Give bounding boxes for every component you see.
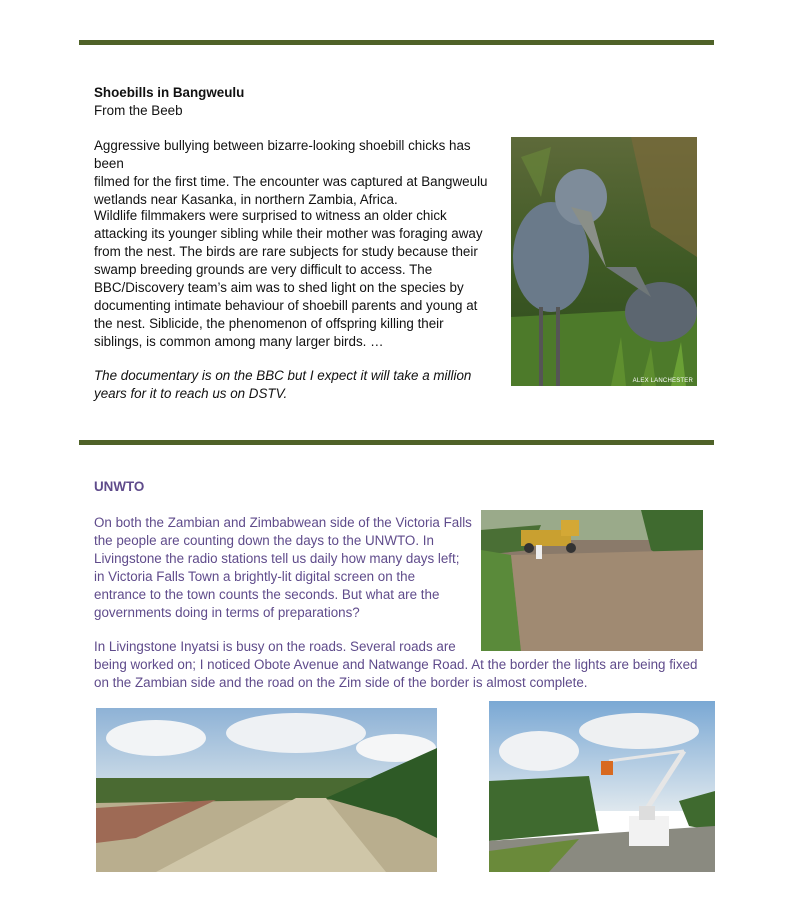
traffic-lights-repair-photo	[489, 701, 715, 872]
article-paragraph-2: Wildlife filmmakers were surprised to witness an older chick attacking its younger sibling while their mother was foraging away from the nest. The birds are rare subjects for study because their swamp breeding grounds are very difficult to access. The BBC/Discovery team’s aim was to shed light on the species by documenting intimate behaviour of shoebill parents and young at the nest. Siblicide, the phenomenon of offspring killing their siblings, is common among many larger birds. …	[94, 208, 483, 349]
section-divider-middle	[79, 440, 714, 445]
road-construction-photo	[481, 510, 703, 651]
article-source: From the Beeb	[94, 103, 183, 118]
new-road-photo	[96, 708, 437, 872]
article-note: The documentary is on the BBC but I expect it will take a million years for it to reach us on DSTV.	[94, 368, 472, 401]
article-title: Shoebills in Bangweulu	[94, 85, 245, 100]
unwto-paragraph-1: On both the Zambian and Zimbabwean side of the Victoria Falls the people are counting down the days to the UNWTO. In Livingstone the radio stations tell us daily how many days left; in Victoria Falls Town a brightly-lit digital screen on the entrance to the town counts the seconds. But what are the governments doing in terms of preparations?	[94, 515, 472, 620]
photo-credit: ALEX LANCHESTER	[632, 378, 693, 384]
section-heading: UNWTO	[94, 479, 145, 494]
shoebill-photo	[511, 137, 697, 386]
section-divider-top	[79, 40, 714, 45]
unwto-paragraph-2: In Livingstone Inyatsi is busy on the roads. Several roads are being worked on; I noticed Obote Avenue and Natwange Road. At the border the lights are being fixed on the Zambian side and the road on the Zim side of the border is almost complete.	[94, 639, 698, 690]
article-paragraph-1: Aggressive bullying between bizarre-looking shoebill chicks has been filmed for the first time. The encounter was captured at Bangweulu wetlands near Kasanka, in northern Zambia, Africa.	[94, 138, 488, 207]
